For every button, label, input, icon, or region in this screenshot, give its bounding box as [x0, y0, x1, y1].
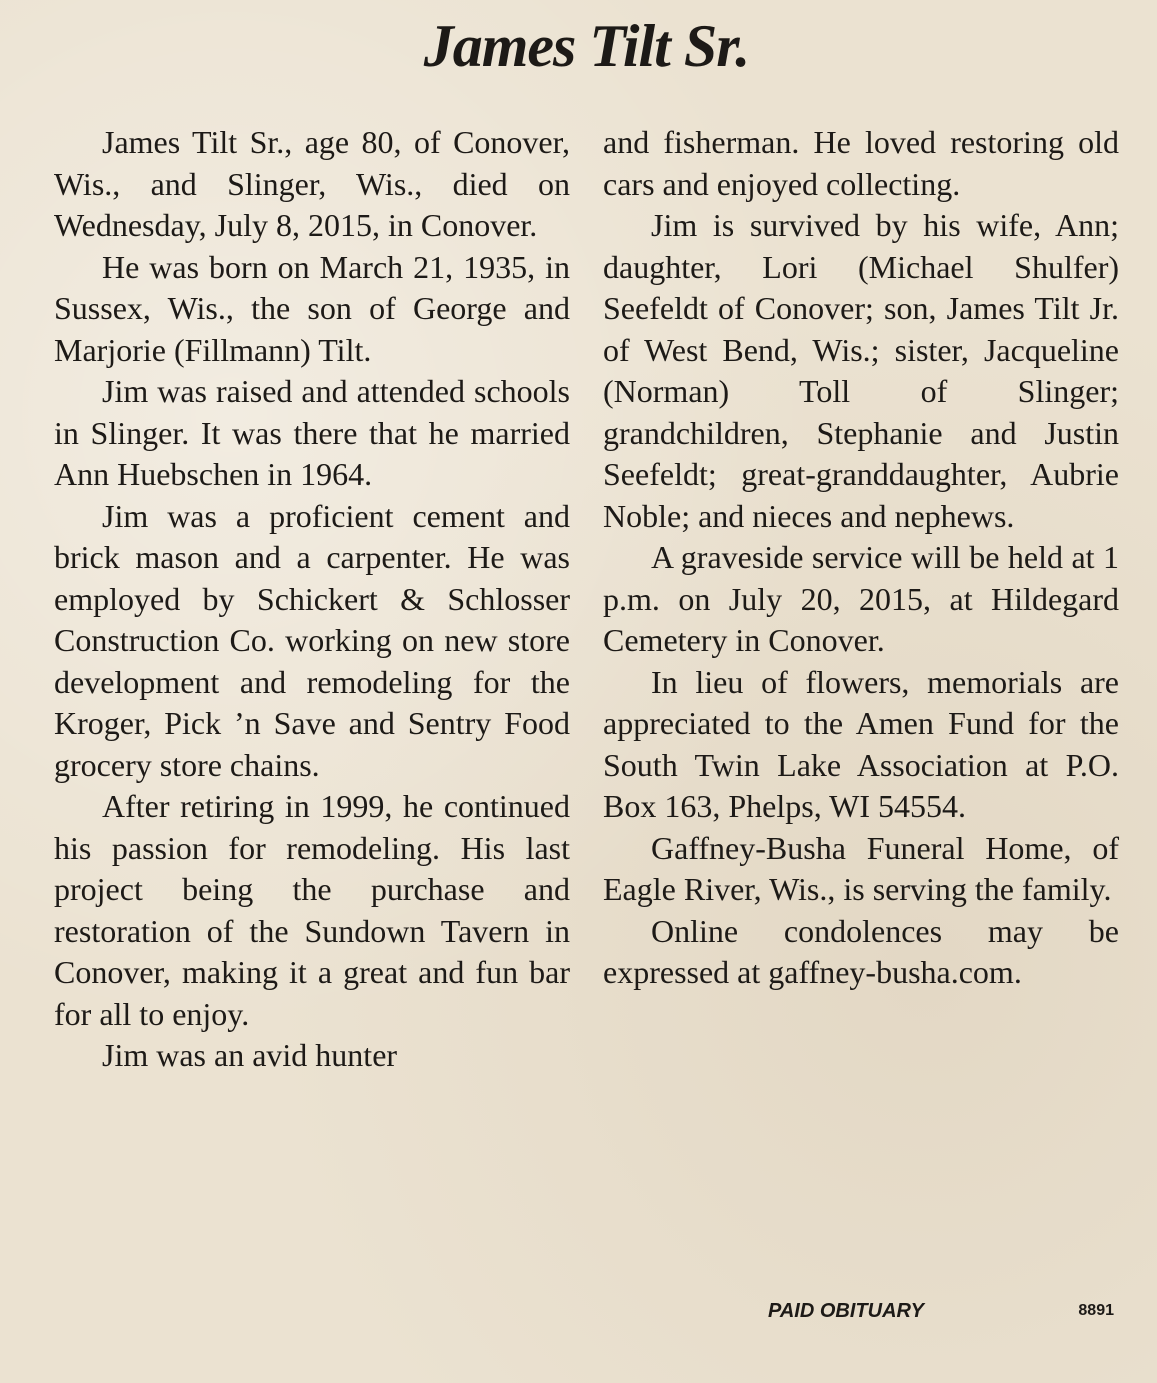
paragraph-survivors: Jim is survived by his wife, Ann; daughter, Lori (Michael Shulfer) Seefeldt of Conover; son, James Tilt Jr. of West Bend, Wis.; sister, Jacqueline (Norman) Toll of Slinger; grandchildren, Stephanie and Justin Seefeldt; great-granddaughter, Aubrie Noble; and nieces and nephews.: [603, 207, 1119, 534]
paragraph-career: Jim was a proficient cement and brick mason and a carpenter. He was employed by Schickert & Schlosser Construction Co. working on new store development and remodeling for the Kroger, Pick ’n Save and Sentry Food grocery store chains.: [54, 497, 570, 783]
paragraph-hobbies-continued: and fisherman. He loved restoring old cars and enjoyed collecting.: [603, 124, 1119, 202]
paragraph-funeral-home: Gaffney-Busha Funeral Home, of Eagle River, Wis., is serving the family.: [603, 829, 1119, 907]
paragraph-hobbies-start: Jim was an avid hunter: [102, 1037, 398, 1073]
obituary-title: James Tilt Sr.: [423, 13, 750, 79]
paragraph-death-notice: James Tilt Sr., age 80, of Conover, Wis., and Slinger, Wis., died on Wednesday, July 8, 2015, in Conover.: [54, 124, 570, 243]
paragraph-retirement: After retiring in 1999, he continued his passion for remodeling. His last project being the purchase and restoration of the Sundown Tavern in Conover, making it a great and fun bar for all to enjoy.: [54, 788, 570, 1032]
text-column-left: [54, 122, 570, 1077]
footer: [596, 1292, 1114, 1332]
paragraph-memorials: In lieu of flowers, memorials are appreciated to the Amen Fund for the South Twin Lake Association at P.O. Box 163, Phelps, WI 54554.: [603, 663, 1119, 824]
text-column-right: [603, 122, 1119, 1077]
paragraph-service: A graveside service will be held at 1 p.m. on July 20, 2015, at Hildegard Cemetery in Conover.: [603, 539, 1119, 658]
paragraph-schooling-marriage: Jim was raised and attended schools in Slinger. It was there that he married Ann Huebschen in 1964.: [54, 373, 570, 492]
paragraph-birth: He was born on March 21, 1935, in Sussex, Wis., the son of George and Marjorie (Fillmann) Tilt.: [54, 248, 570, 368]
paid-obituary-label: PAID OBITUARY: [768, 1300, 924, 1322]
obituary-columns: [54, 122, 1119, 1077]
paragraph-condolences: Online condolences may be expressed at gaffney-busha.com.: [603, 912, 1119, 990]
ad-code: 8891: [1078, 1302, 1114, 1319]
